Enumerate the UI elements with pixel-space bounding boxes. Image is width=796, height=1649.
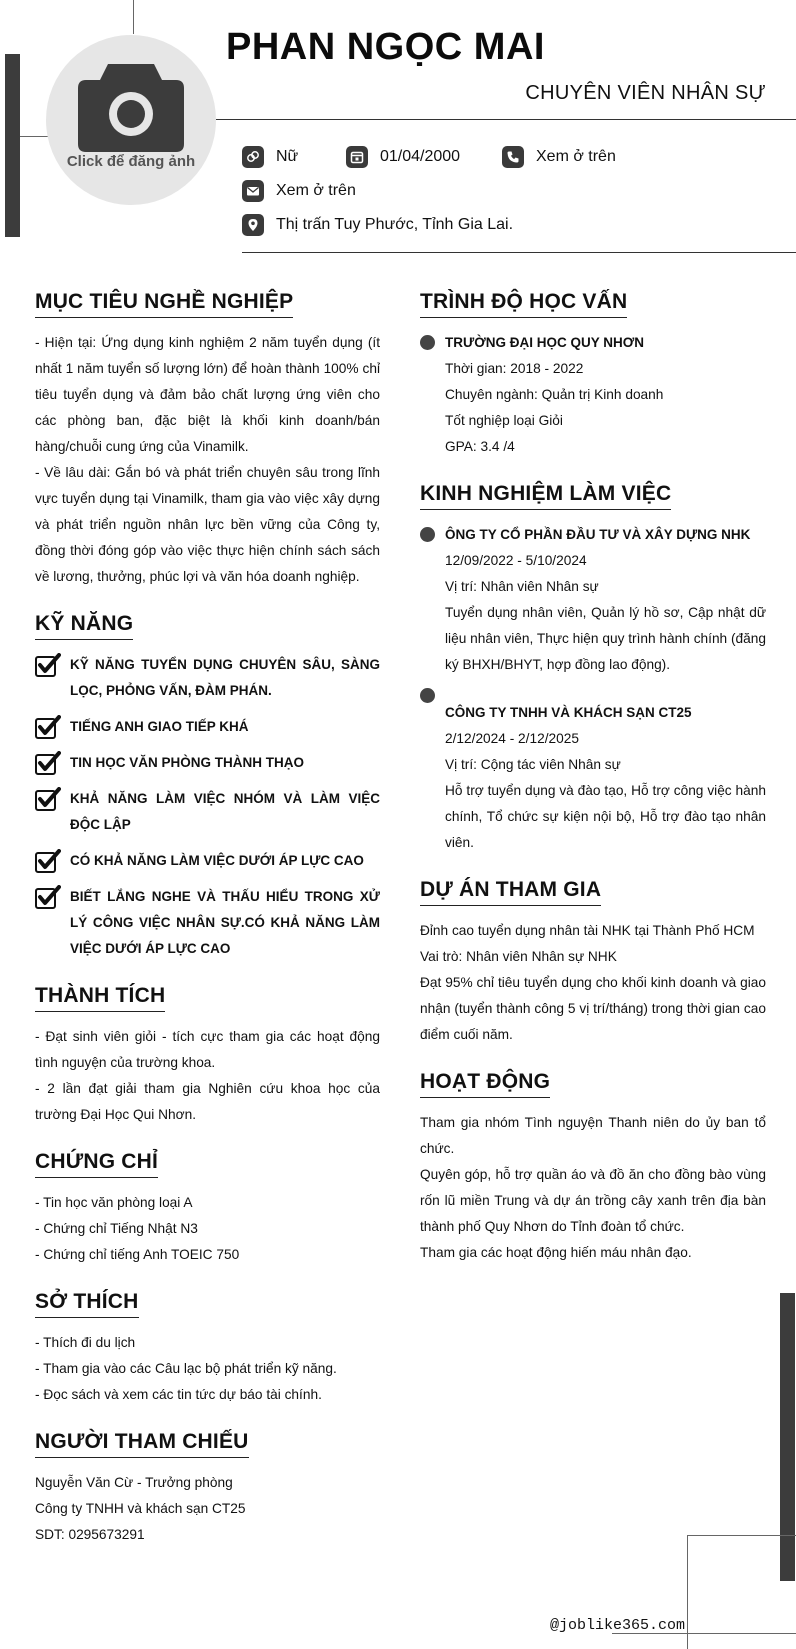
objective-paragraph: - Về lâu dài: Gắn bó và phát triển chuyên sâu trong lĩnh vực tuyển dụng tại Vinamilk, tham gia vào việc xây dựng và phát triển nguồn nhân lực bền vững của Công ty, đồng thời đóng góp vào việc thực hiện chính sách sách về lương, thưởng, phúc lợi và văn hóa doanh nghiệp.	[35, 465, 380, 584]
gender-icon	[242, 146, 264, 168]
watermark: @joblike365.com	[550, 1617, 686, 1634]
skill-label: TIN HỌC VĂN PHÒNG THÀNH THẠO	[70, 755, 304, 770]
experience-entry	[420, 522, 766, 678]
avatar-caption: Click để đăng ảnh	[66, 153, 196, 170]
bullet-dot-icon	[420, 335, 435, 350]
phone-value: Xem ở trên	[536, 148, 616, 165]
achievements-section	[35, 984, 380, 1128]
location-icon	[242, 214, 264, 236]
certificate-item: - Tin học văn phòng loại A	[35, 1195, 193, 1210]
education-line: GPA: 3.4 /4	[445, 439, 515, 454]
certificate-item: - Chứng chỉ tiếng Anh TOEIC 750	[35, 1247, 240, 1262]
checkbox-checked-icon	[35, 787, 61, 811]
experience-period: 2/12/2024 - 2/12/2025	[445, 731, 579, 746]
skill-item	[35, 848, 380, 874]
activity-item: Quyên góp, hỗ trợ quần áo và đồ ăn cho đồng bào vùng rốn lũ miền Trung và dự án trồng cây xanh trên địa bàn thành phố Quy Nhơn do Tỉnh đoàn tổ chức.	[420, 1167, 766, 1234]
decorative-line-top	[133, 0, 134, 34]
certificate-item: - Chứng chỉ Tiếng Nhật N3	[35, 1221, 198, 1236]
education-line: Thời gian: 2018 - 2022	[445, 361, 584, 376]
education-entry	[420, 330, 766, 460]
education-line: Tốt nghiệp loại Giỏi	[445, 413, 563, 428]
experience-entry	[420, 688, 766, 856]
contact-email	[242, 179, 356, 203]
skills-section	[35, 612, 380, 962]
calendar-icon	[346, 146, 368, 168]
skill-label: TIẾNG ANH GIAO TIẾP KHÁ	[70, 719, 249, 734]
checkbox-checked-icon	[35, 653, 61, 677]
camera-icon	[78, 60, 184, 152]
hobby-item: - Đọc sách và xem các tin tức dự báo tài chính.	[35, 1387, 322, 1402]
candidate-name: PHAN NGỌC MAI	[226, 26, 545, 68]
section-title: CHỨNG CHỈ	[35, 1150, 158, 1178]
hobby-item: - Thích đi du lịch	[35, 1335, 136, 1350]
contact-address	[242, 213, 513, 237]
section-title: NGƯỜI THAM CHIẾU	[35, 1430, 249, 1458]
contact-divider	[242, 252, 796, 253]
right-column	[420, 290, 766, 1288]
section-title: TRÌNH ĐỘ HỌC VẤN	[420, 290, 627, 318]
skill-label: BIẾT LẮNG NGHE VÀ THẤU HIỂU TRONG XỬ LÝ CÔNG VIỆC NHÂN SỰ.CÓ KHẢ NĂNG LÀM VIỆC DƯỚI ÁP LỰC CAO	[70, 889, 380, 956]
address-value: Thị trấn Tuy Phước, Tỉnh Gia Lai.	[276, 216, 514, 233]
objective-section	[35, 290, 380, 590]
experience-period: 12/09/2022 - 5/10/2024	[445, 553, 587, 568]
company-name: ÔNG TY CỔ PHẦN ĐẦU TƯ VÀ XÂY DỰNG NHK	[445, 527, 751, 542]
section-title: THÀNH TÍCH	[35, 984, 165, 1012]
skill-item	[35, 652, 380, 704]
section-title: KINH NGHIỆM LÀM VIỆC	[420, 482, 671, 510]
bullet-dot-icon	[420, 688, 435, 703]
checkbox-checked-icon	[35, 885, 61, 909]
skill-label: KỸ NĂNG TUYỂN DỤNG CHUYÊN SÂU, SÀNG LỌC, PHỎNG VẤN, ĐÀM PHÁN.	[70, 657, 380, 698]
hobby-item: - Tham gia vào các Câu lạc bộ phát triển kỹ năng.	[35, 1361, 337, 1376]
job-title: CHUYÊN VIÊN NHÂN SỰ	[525, 82, 766, 104]
company-name: CÔNG TY TNHH VÀ KHÁCH SẠN CT25	[445, 705, 692, 720]
projects-section	[420, 878, 766, 1048]
section-title: HOẠT ĐỘNG	[420, 1070, 550, 1098]
avatar-upload[interactable]	[46, 35, 216, 205]
experience-position: Vị trí: Nhân viên Nhân sự	[445, 579, 599, 594]
activity-item: Tham gia nhóm Tình nguyện Thanh niên do ủy ban tổ chức.	[420, 1115, 766, 1156]
experience-description: Tuyển dụng nhân viên, Quản lý hồ sơ, Cập nhật dữ liệu nhân viên, Thực hiện quy trình hành chính (đăng ký BHXH/BHYT, hợp đồng lao động).	[445, 605, 766, 672]
references-section	[35, 1430, 380, 1548]
activity-item: Tham gia các hoạt động hiến máu nhân đạo.	[420, 1245, 692, 1260]
achievement-item: - 2 lần đạt giải tham gia Nghiên cứu khoa học của trường Đại Học Qui Nhơn.	[35, 1081, 380, 1122]
email-icon	[242, 180, 264, 202]
education-line: Chuyên ngành: Quản trị Kinh doanh	[445, 387, 664, 402]
skill-item	[35, 786, 380, 838]
bullet-dot-icon	[420, 527, 435, 542]
skill-label: KHẢ NĂNG LÀM VIỆC NHÓM VÀ LÀM VIỆC ĐỘC LẬP	[70, 791, 380, 832]
phone-icon	[502, 146, 524, 168]
decorative-bar-left	[5, 54, 20, 237]
skill-item	[35, 750, 380, 776]
section-title: DỰ ÁN THAM GIA	[420, 878, 601, 906]
checkbox-checked-icon	[35, 715, 61, 739]
reference-line: Nguyễn Văn Cừ - Trưởng phòng	[35, 1475, 233, 1490]
gender-value: Nữ	[276, 148, 299, 165]
section-title: KỸ NĂNG	[35, 612, 133, 640]
contact-birthday	[346, 145, 460, 169]
education-section	[420, 290, 766, 460]
skill-item	[35, 714, 380, 740]
certificates-section	[35, 1150, 380, 1268]
checkbox-checked-icon	[35, 751, 61, 775]
decorative-line-left	[20, 136, 50, 137]
left-column	[35, 290, 380, 1570]
section-title: MỤC TIÊU NGHỀ NGHIỆP	[35, 290, 293, 318]
section-title: SỞ THÍCH	[35, 1290, 139, 1318]
experience-description: Hỗ trợ tuyển dụng và đào tạo, Hỗ trợ công việc hành chính, Tổ chức sự kiện nội bộ, Hỗ trợ đào tạo nhân viên.	[445, 783, 766, 850]
experience-position: Vị trí: Cộng tác viên Nhân sự	[445, 757, 621, 772]
birthday-value: 01/04/2000	[380, 148, 461, 165]
skill-label: CÓ KHẢ NĂNG LÀM VIỆC DƯỚI ÁP LỰC CAO	[70, 853, 364, 868]
project-name: Đỉnh cao tuyển dụng nhân tài NHK tại Thành Phố HCM	[420, 923, 755, 938]
header-divider	[216, 119, 796, 120]
email-value: Xem ở trên	[276, 182, 356, 199]
achievement-item: - Đạt sinh viên giỏi - tích cực tham gia các hoạt động tình nguyện của trường khoa.	[35, 1029, 380, 1070]
project-role: Vai trò: Nhân viên Nhân sự NHK	[420, 949, 617, 964]
hobbies-section	[35, 1290, 380, 1408]
checkbox-checked-icon	[35, 849, 61, 873]
reference-line: Công ty TNHH và khách sạn CT25	[35, 1501, 246, 1516]
experience-section	[420, 482, 766, 856]
objective-paragraph: - Hiện tại: Ứng dụng kinh nghiệm 2 năm tuyển dụng (ít nhất 1 năm tuyển số lượng lớn) để hoàn thành 100% chỉ tiêu tuyển dụng và đảm bảo chất lượng ứng viên cho các phòng ban, đặc biệt là khối kinh doanh/bán hàng/chuỗi cung ứng của Vinamilk.	[35, 335, 380, 454]
activities-section	[420, 1070, 766, 1266]
contact-phone	[502, 145, 616, 169]
project-description: Đạt 95% chỉ tiêu tuyển dụng cho khối kinh doanh và giao nhận (tuyển thành công 5 vị trí/tháng) trong thời gian cao điểm cuối năm.	[420, 975, 766, 1042]
contact-gender	[242, 145, 298, 169]
decorative-corner-box	[687, 1535, 796, 1649]
reference-line: SDT: 0295673291	[35, 1527, 145, 1542]
school-name: TRƯỜNG ĐẠI HỌC QUY NHƠN	[445, 335, 644, 350]
skill-item	[35, 884, 380, 962]
